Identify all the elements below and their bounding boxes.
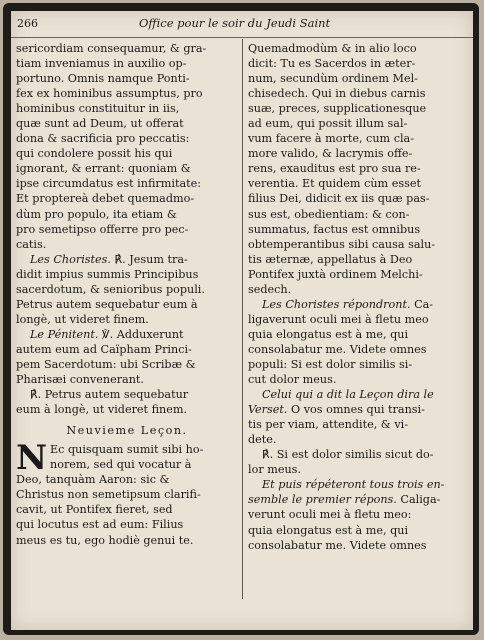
text-line: sedech. — [248, 282, 292, 296]
rubric-label: Le Pénitent. — [30, 327, 99, 341]
column-divider — [242, 39, 243, 599]
rubric-label: Les Choristes répondront. — [262, 297, 411, 311]
lesson-continuation-right — [248, 41, 468, 297]
text-line: cavit, ut Pontifex fieret, sed — [16, 503, 173, 517]
text-line: qui locutus est ad eum: Filius — [16, 518, 184, 532]
text-line: tis per viam, attendite, & vi- — [248, 418, 408, 432]
text-line: consolabatur me. Videte omnes — [248, 342, 427, 356]
text-line: rens, exauditus est pro sua re- — [248, 162, 421, 176]
text-line: Christus non semetipsum clarifi- — [16, 488, 201, 502]
rubric-label: Verset. — [248, 403, 288, 417]
text-line: Et proptereà debet quemadmo- — [16, 192, 195, 206]
text-line: pem Sacerdotum: ubi Scribæ & — [16, 357, 196, 371]
text-line: catis. — [16, 237, 47, 251]
text-line: ignorant, & errant: quoniam & — [16, 162, 191, 176]
text-line: Les Choristes répondront. Ca- — [262, 297, 434, 311]
text-line: hominibus constituitur in iis, — [16, 102, 180, 116]
text-line: obtemperantibus sibi causa salu- — [248, 237, 436, 251]
text-line: Verset. O vos omnes qui transi- — [248, 403, 425, 417]
text-line: fex ex hominibus assumptus, pro — [16, 87, 203, 101]
text-line: filius Dei, didicit ex iis quæ pas- — [248, 192, 430, 206]
left-column — [16, 41, 238, 548]
text-line: semble le premier répons. Caliga- — [248, 493, 441, 507]
text-line: sacerdotum, & senioribus populi. — [16, 282, 205, 296]
text-line: dùm pro populo, ita etiam & — [16, 207, 177, 221]
text-line: norem, sed qui vocatur à — [50, 458, 192, 472]
rubric-label: semble le premier répons. — [248, 493, 397, 507]
drop-cap: N — [16, 438, 48, 479]
response-four — [248, 447, 468, 477]
text-line: Quemadmodùm & in alio loco — [248, 42, 417, 55]
text-line: qui condolere possit his qui — [16, 147, 173, 161]
rubric-label: Et puis répéteront tous trois en- — [262, 478, 445, 492]
choristes-repondront — [248, 297, 468, 387]
text-line: verentia. Et quidem cùm esset — [248, 177, 421, 191]
text-line: ℟. Si est dolor similis sicut do- — [262, 448, 434, 462]
text-line: Petrus autem sequebatur eum à — [16, 297, 198, 311]
response-repeat — [16, 387, 238, 417]
text-line: autem eum ad Caïpham Princi- — [16, 342, 192, 356]
text-line: Le Pénitent. ℣. Adduxerunt — [30, 327, 184, 341]
text-line: Pharisæi convenerant. — [16, 373, 144, 387]
right-column — [248, 41, 468, 553]
et-puis-section — [248, 477, 468, 552]
text-line: didit impius summis Principibus — [16, 267, 199, 281]
rubric-label: Les Choristes. — [30, 252, 111, 266]
text-line: verunt oculi mei à fletu meo: — [248, 508, 412, 522]
penitent-verse — [16, 327, 238, 387]
text-line: quia elongatus est à me, qui — [248, 327, 409, 341]
text-line: cut dolor meus. — [248, 373, 337, 387]
text-line: Les Choristes. ℟. Jesum tra- — [30, 252, 188, 266]
text-line: dona & sacrificia pro peccatis: — [16, 132, 190, 146]
text-line: Ec quisquam sumit sibi ho- — [50, 443, 204, 457]
text-line: portuno. Omnis namque Ponti- — [16, 72, 190, 86]
text-line: vum facere à morte, cum cla- — [248, 132, 414, 146]
text-line: sus est, obedientiam: & con- — [248, 207, 410, 221]
text-line: chisedech. Qui in diebus carnis — [248, 87, 426, 101]
lesson-heading: Neuvieme Leçon. — [66, 424, 188, 438]
lesson-continuation — [16, 41, 238, 252]
text-line: num, secundùm ordinem Mel- — [248, 72, 418, 86]
text-line: eum à longè, ut videret finem. — [16, 403, 188, 417]
lesson-body — [16, 438, 238, 547]
text-line: ℟. Petrus autem sequebatur — [30, 388, 189, 402]
text-line: ad eum, qui possit illum sal- — [248, 117, 408, 131]
text-line: lor meus. — [248, 463, 301, 477]
text-line: ipse circumdatus est infirmitate: — [16, 177, 202, 191]
text-line: quæ sunt ad Deum, ut offerat — [16, 117, 184, 131]
text-line: pro semetipso offerre pro pec- — [16, 222, 189, 236]
text-line: consolabatur me. Videte omnes — [248, 538, 427, 552]
text-line: sericordiam consequamur, & gra- — [16, 42, 207, 55]
text-line: dicit: Tu es Sacerdos in æter- — [248, 57, 416, 71]
text-line: tis æternæ, appellatus à Deo — [248, 252, 413, 266]
text-line: tiam inveniamus in auxilio op- — [16, 57, 187, 71]
celui-verse — [248, 387, 468, 447]
text-line: summatus, factus est omnibus — [248, 222, 421, 236]
text-line: populi: Si est dolor similis si- — [248, 357, 413, 371]
text-line: ligaverunt oculi mei à fletu meo — [248, 312, 429, 326]
book-page — [11, 11, 473, 630]
text-line: longè, ut videret finem. — [16, 312, 149, 326]
text-line: Deo, tanquàm Aaron: sic & — [16, 473, 170, 487]
text-line: meus es tu, ego hodiè genui te. — [16, 533, 194, 547]
running-header — [11, 11, 473, 38]
page-number: 266 — [17, 17, 38, 30]
text-line: quia elongatus est à me, qui — [248, 523, 409, 537]
rubric-label: Celui qui a dit la Leçon dira le — [262, 388, 434, 402]
running-title: Office pour le soir du Jeudi Saint — [139, 16, 331, 30]
text-line: Pontifex juxtà ordinem Melchi- — [248, 267, 423, 281]
text-line: more valido, & lacrymis offe- — [248, 147, 413, 161]
text-line: suæ, preces, supplicationesque — [248, 102, 427, 116]
choristes-response — [16, 252, 238, 327]
text-line: dete. — [248, 433, 277, 447]
